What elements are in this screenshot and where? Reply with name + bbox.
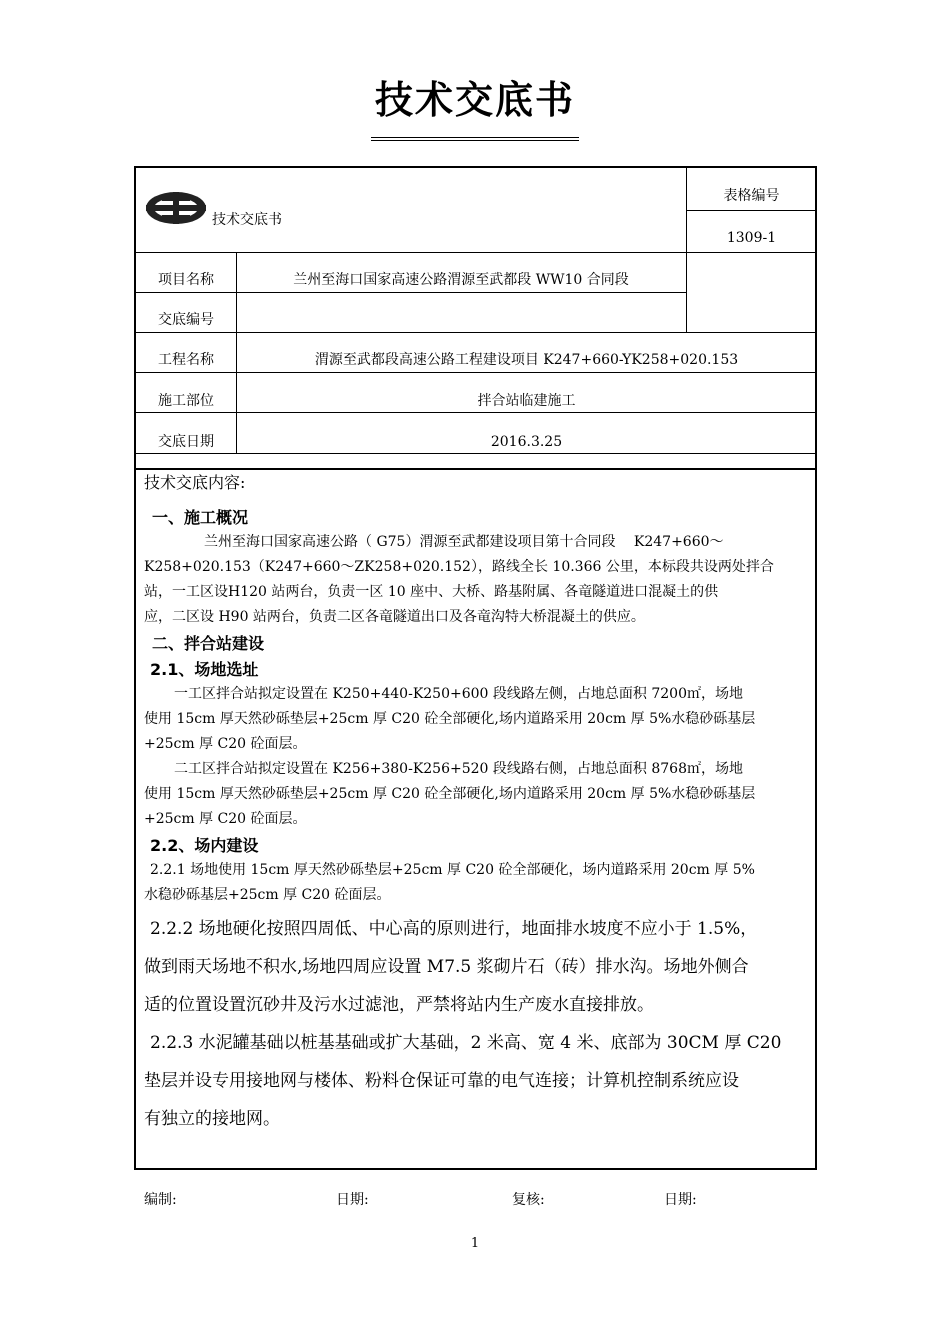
engineering-name-value: 渭源至武都段高速公路工程建设项目 K247+660-YK258+020.153 [314, 352, 739, 368]
project-name-label: 项目名称 [158, 272, 214, 288]
content-intro: 技术交底内容: [144, 473, 246, 492]
paragraph-line: 适的位置设置沉砂井及污水过滤池，严禁将站内生产废水直接排放。 [144, 995, 654, 1015]
section-paragraph [144, 530, 809, 630]
paragraph-line: +25cm 厚 C20 砼面层。 [144, 811, 307, 827]
header-label: 技术交底书 [212, 212, 282, 228]
paragraph-line: 兰州至海口国家高速公路（ G75）渭源至武都建设项目第十合同段 K247+660～ [204, 534, 724, 550]
document-title: 技术交底书 [374, 78, 575, 122]
paragraph-line: 应，二区设 H90 站两台，负责二区各竜隧道出口及各竜沟特大桥混凝土的供应。 [144, 609, 645, 625]
paragraph-line: 一工区拌合站拟定设置在 K250+440-K250+600 段线路左侧，占地总面积 7200㎡，场地 [174, 686, 743, 702]
handover-number-label: 交底编号 [158, 312, 214, 328]
construction-part-label: 施工部位 [158, 393, 214, 409]
divider [136, 332, 817, 333]
date-label: 日期: [664, 1192, 697, 1208]
paragraph-line: 二工区拌合站拟定设置在 K256+380-K256+520 段线路右侧，占地总面积 8768㎡，场地 [174, 761, 743, 777]
paragraph-line: 使用 15cm 厚天然砂砾垫层+25cm 厚 C20 砼全部硬化,场内道路采用 20cm 厚 5%水稳砂砾基层 [144, 711, 756, 727]
divider [686, 210, 817, 211]
section-paragraph [144, 858, 809, 908]
paragraph-line: 水稳砂砾基层+25cm 厚 C20 砼面层。 [144, 887, 391, 903]
form-number-label: 表格编号 [723, 188, 780, 204]
construction-part-value: 拌合站临建施工 [477, 393, 576, 409]
divider [136, 453, 817, 454]
frame-edge [134, 468, 817, 470]
divider [136, 292, 686, 293]
project-name-value: 兰州至海口国家高速公路渭源至武都段 WW10 合同段 [293, 272, 629, 288]
divider [136, 372, 817, 373]
section-heading: 一、施工概况 [152, 508, 249, 527]
handover-form [134, 166, 817, 470]
paragraph-line: 2.2.3 水泥罐基础以桩基基础或扩大基础，2 米高、宽 4 米、底部为 30CM 厚 C20 [150, 1033, 782, 1053]
engineering-name-label: 工程名称 [158, 352, 214, 368]
section-paragraph [144, 682, 809, 832]
handover-date-value: 2016.3.25 [490, 434, 563, 450]
frame-edge [134, 1168, 817, 1170]
paragraph-line: 做到雨天场地不积水,场地四周应设置 M7.5 浆砌片石（砖）排水沟。场地外侧合 [144, 957, 749, 977]
company-logo-icon [144, 188, 208, 228]
paragraph-line: 2.2.2 场地硬化按照四周低、中心高的原则进行，地面排水坡度不应小于 1.5%， [150, 919, 758, 939]
content-body [144, 472, 809, 1138]
paragraph-line: K258+020.153（K247+660～ZK258+020.152），路线全长 10.366 公里，本标段共设两处拌合 [144, 559, 774, 575]
divider [136, 412, 817, 413]
title-underline [371, 137, 579, 141]
divider [136, 252, 817, 253]
date-label: 日期: [336, 1192, 369, 1208]
form-number-value: 1309-1 [726, 230, 777, 246]
paragraph-line: 垫层并设专用接地网与楼体、粉料仓保证可靠的电气连接；计算机控制系统应设 [144, 1071, 739, 1091]
paragraph-line: 2.2.1 场地使用 15cm 厚天然砂砾垫层+25cm 厚 C20 砼全部硬化，场内道路采用 20cm 厚 5% [150, 862, 755, 878]
paragraph-line: 有独立的接地网。 [144, 1109, 280, 1129]
section-paragraph [144, 910, 809, 1138]
compiled-by-label: 编制: [144, 1192, 177, 1208]
subsection-heading: 2.2、场内建设 [150, 836, 259, 855]
subsection-heading: 2.1、场地选址 [150, 660, 259, 679]
section-heading: 二、拌合站建设 [152, 634, 265, 653]
reviewed-by-label: 复核: [512, 1192, 545, 1208]
frame-edge [134, 468, 136, 1170]
handover-date-label: 交底日期 [158, 434, 214, 450]
paragraph-line: 使用 15cm 厚天然砂砾垫层+25cm 厚 C20 砼全部硬化,场内道路采用 20cm 厚 5%水稳砂砾基层 [144, 786, 756, 802]
paragraph-line: +25cm 厚 C20 砼面层。 [144, 736, 307, 752]
page-number: 1 [470, 1236, 480, 1251]
frame-edge [815, 468, 817, 1170]
paragraph-line: 站，一工区设H120 站两台，负责一区 10 座中、大桥、路基附属、各竜隧道进口混凝土的供 [144, 584, 719, 600]
